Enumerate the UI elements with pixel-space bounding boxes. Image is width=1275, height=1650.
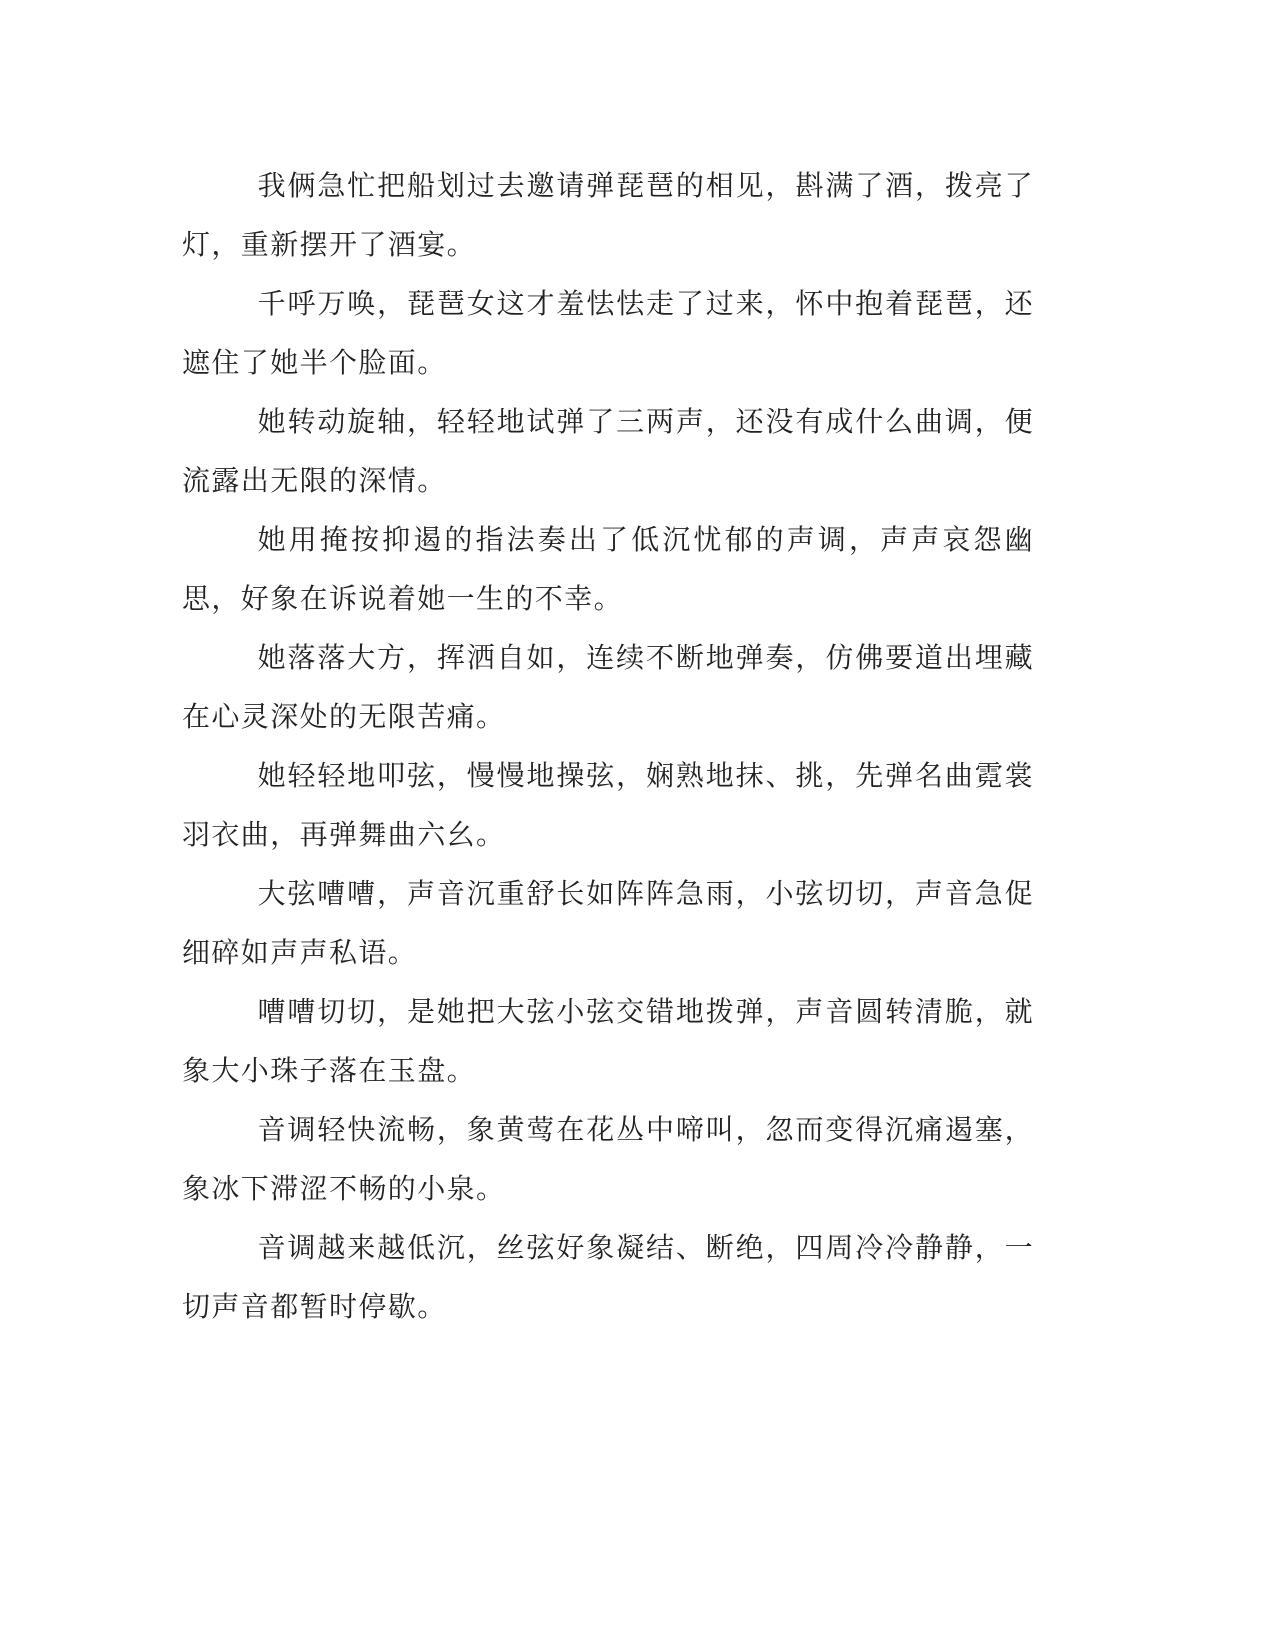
paragraph: 她轻轻地叩弦，慢慢地操弦，娴熟地抹、挑，先弹名曲霓裳羽衣曲，再弹舞曲六幺。	[182, 759, 1034, 851]
paragraph: 她转动旋轴，轻轻地试弹了三两声，还没有成什么曲调，便流露出无限的深情。	[182, 405, 1034, 497]
paragraph: 她用掩按抑遏的指法奏出了低沉忧郁的声调，声声哀怨幽思，好象在诉说着她一生的不幸。	[182, 523, 1034, 615]
paragraph: 千呼万唤，琵琶女这才羞怯怯走了过来，怀中抱着琵琶，还遮住了她半个脸面。	[182, 287, 1034, 379]
document-body	[182, 156, 1034, 1336]
paragraph: 她落落大方，挥洒自如，连续不断地弹奏，仿佛要道出埋藏在心灵深处的无限苦痛。	[182, 641, 1034, 733]
paragraph: 音调轻快流畅，象黄莺在花丛中啼叫，忽而变得沉痛遏塞，象冰下滞涩不畅的小泉。	[182, 1113, 1034, 1205]
paragraph: 嘈嘈切切，是她把大弦小弦交错地拨弹，声音圆转清脆，就象大小珠子落在玉盘。	[182, 995, 1034, 1087]
paragraph: 大弦嘈嘈，声音沉重舒长如阵阵急雨，小弦切切，声音急促细碎如声声私语。	[182, 877, 1034, 969]
paragraph: 音调越来越低沉，丝弦好象凝结、断绝，四周冷冷静静，一切声音都暂时停歇。	[182, 1231, 1034, 1323]
paragraph: 我俩急忙把船划过去邀请弹琵琶的相见，斟满了酒，拨亮了灯，重新摆开了酒宴。	[182, 169, 1034, 261]
